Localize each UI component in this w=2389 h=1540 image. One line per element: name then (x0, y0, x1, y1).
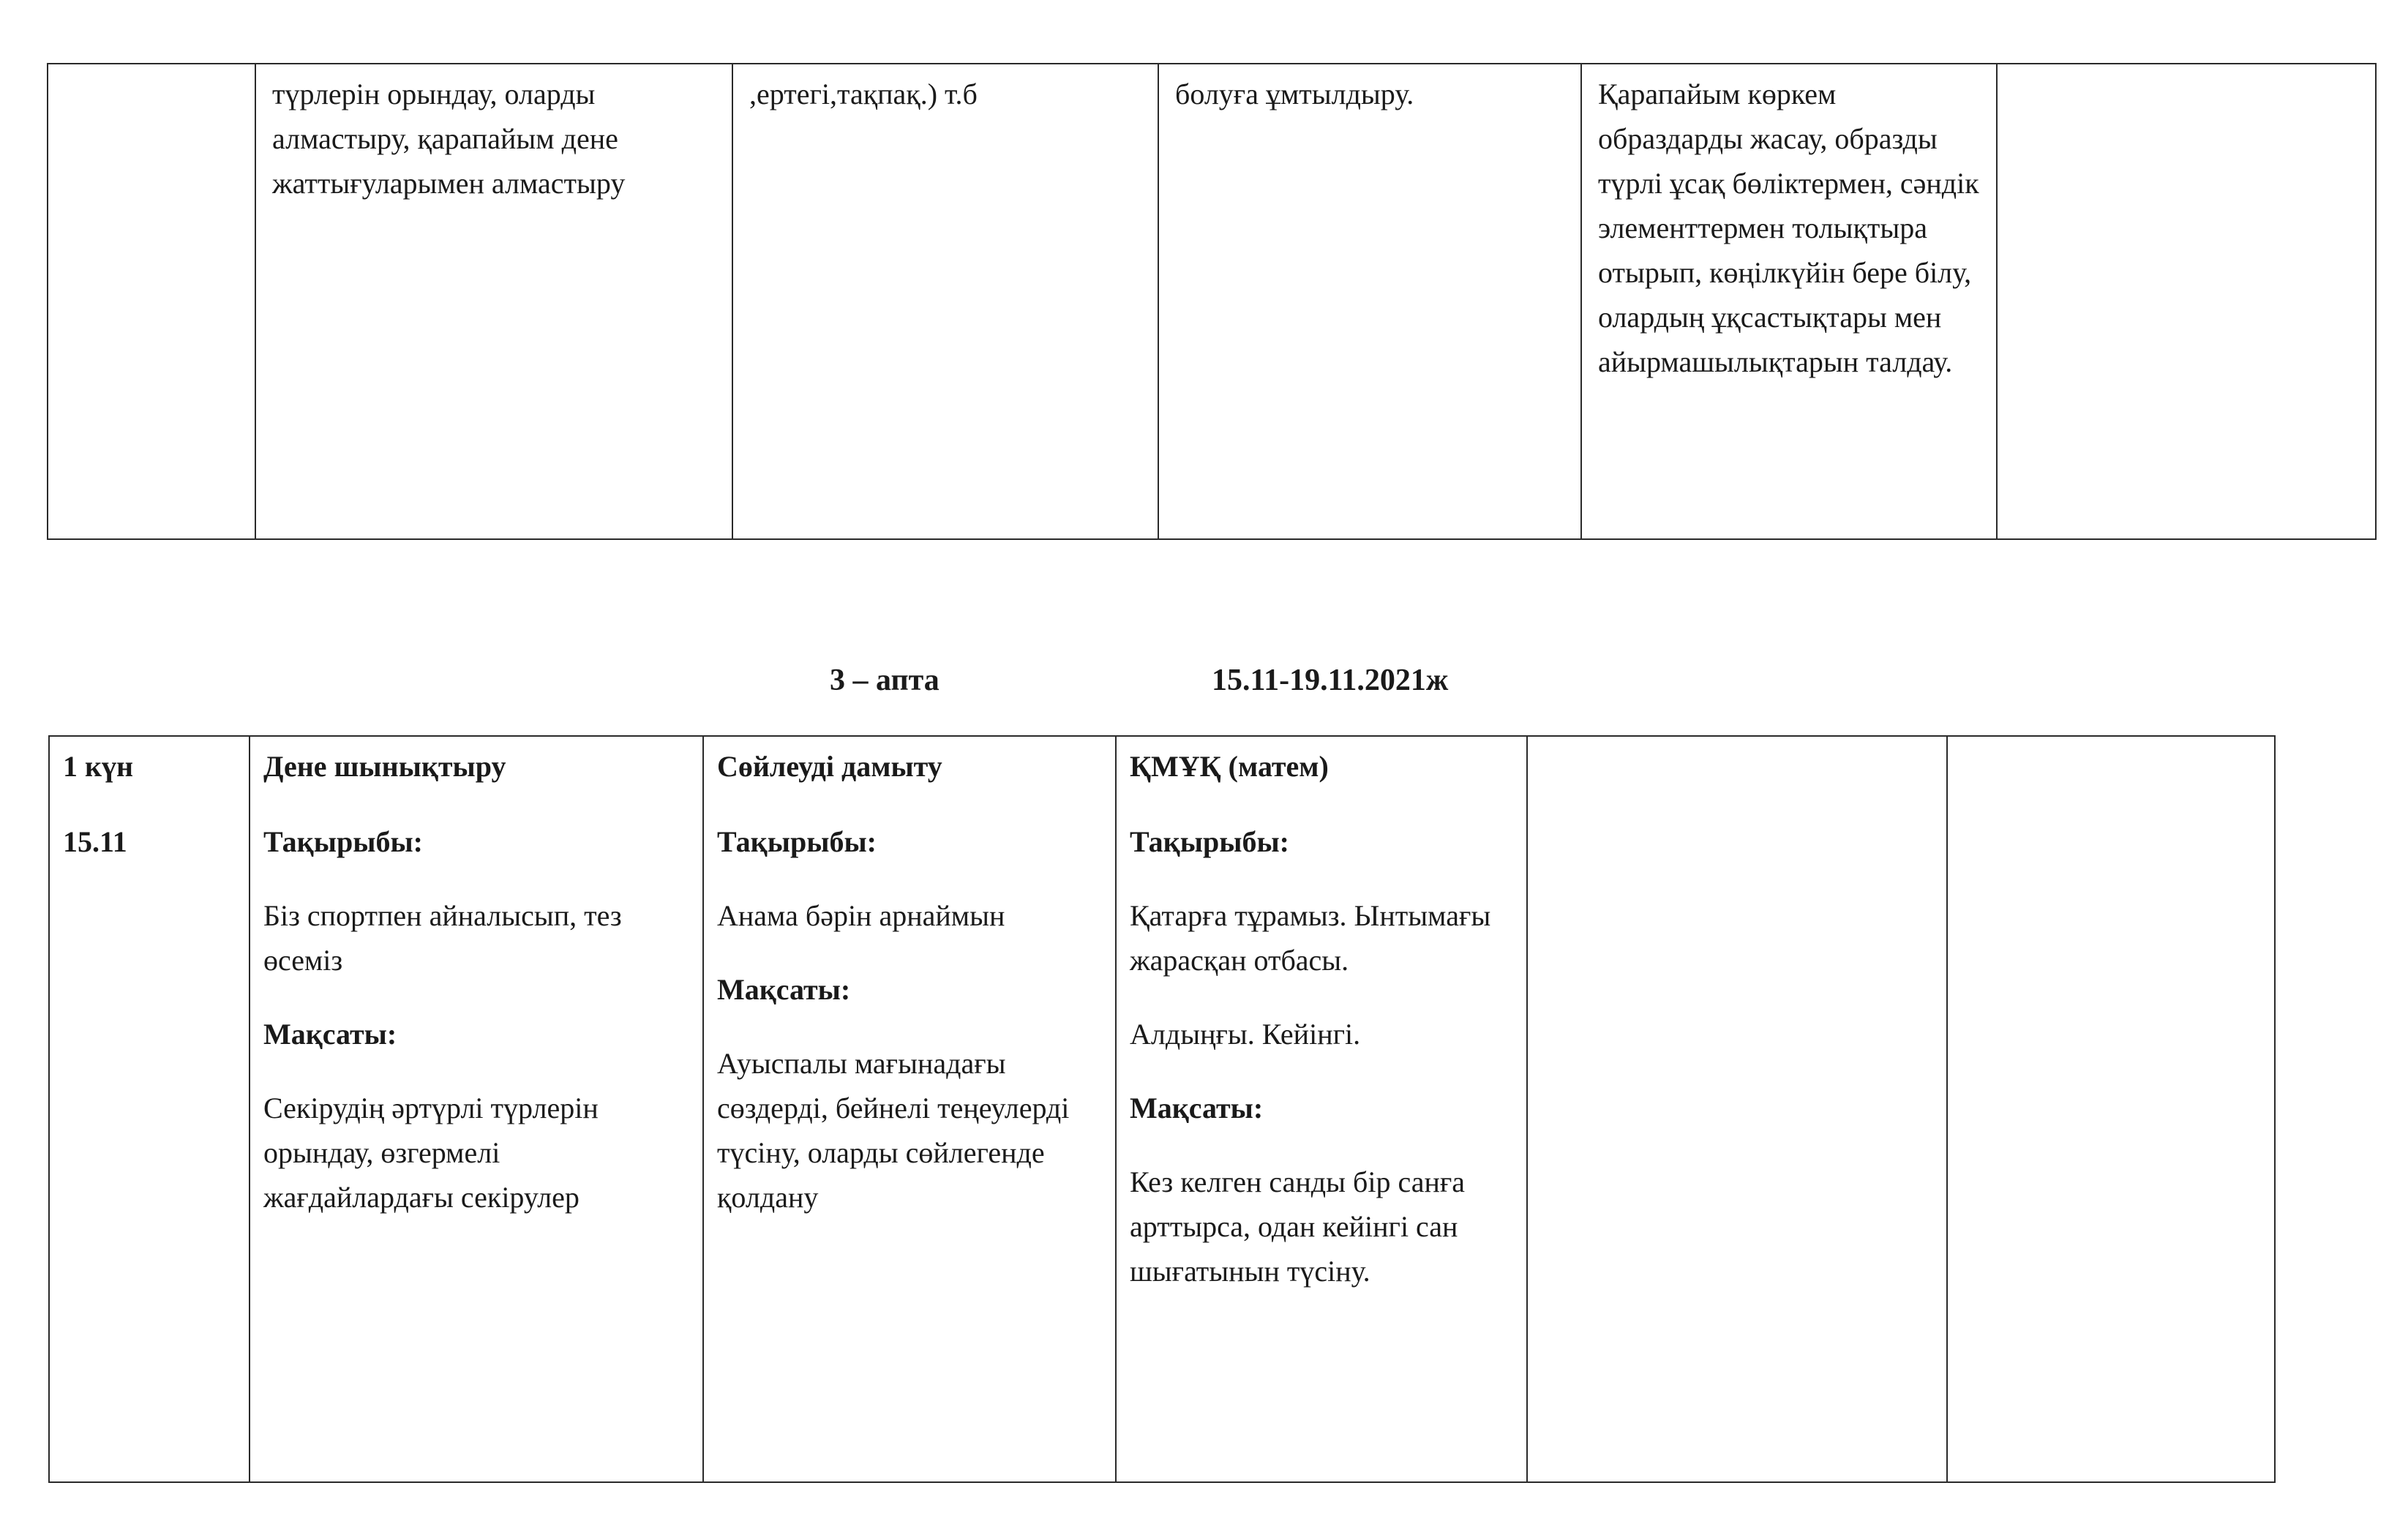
math-cell (1116, 736, 1527, 1482)
top-cell-5 (1581, 64, 1997, 539)
pe-subject: Дене шынықтыру (263, 750, 506, 783)
top-cell-1 (48, 64, 255, 539)
math-subject: ҚМҰҚ (матем) (1130, 750, 1329, 783)
speech-topic-label: Тақырыбы: (717, 825, 877, 858)
day-name: 1 күн (63, 750, 134, 783)
speech-goal: Ауыспалы мағынадағы сөздерді, бейнелі теңеулерді түсіну, оларды сөйлегенде қолдану (717, 1047, 1070, 1214)
top-cell-5-text: Қарапайым көркем образдарды жасау, образды түрлі ұсақ бөліктермен, сәндік элементтермен толықтыра отырып, көңілкүйін бере білу, олардың ұқсастықтары мен айырмашылықтарын талдау. (1598, 78, 1979, 378)
speech-topic: Анама бәрін арнаймын (717, 899, 1005, 932)
top-cell-3-text: ,ертегі,тақпақ.) т.б (749, 78, 978, 110)
pe-topic-label: Тақырыбы: (263, 825, 423, 858)
table-row (48, 64, 2376, 539)
top-cell-4-text: болуға ұмтылдыру. (1175, 78, 1414, 110)
bottom-table (48, 735, 2276, 1483)
pe-goal: Секірудің әртүрлі түрлерін орындау, өзгермелі жағдайлардағы секірулер (263, 1092, 599, 1214)
math-goal: Кез келген санды бір санға арттырса, одан кейінгі сан шығатынын түсіну. (1130, 1165, 1466, 1288)
day-cell (49, 736, 250, 1482)
top-table (47, 63, 2377, 540)
physical-education-cell (250, 736, 703, 1482)
math-topic-label: Тақырыбы: (1130, 825, 1289, 858)
top-cell-6 (1997, 64, 2376, 539)
speech-subject: Сөйлеуді дамыту (717, 750, 942, 783)
math-topic-1: Қатарға тұрамыз. Ынтымағы жарасқан отбасы. (1130, 899, 1491, 977)
top-cell-2-text: түрлерін орындау, оларды алмастыру, қарапайым дене жаттығуларымен алмастыру (272, 78, 626, 200)
week-dates: 15.11-19.11.2021ж (1212, 664, 1449, 697)
empty-cell-6 (1947, 736, 2275, 1482)
pe-goal-label: Мақсаты: (263, 1018, 397, 1051)
pe-topic: Біз спортпен айналысып, тез өсеміз (263, 899, 622, 977)
speech-development-cell (703, 736, 1116, 1482)
day-date: 15.11 (63, 825, 127, 858)
table-row (49, 736, 2275, 1482)
math-goal-label: Мақсаты: (1130, 1092, 1264, 1124)
speech-goal-label: Мақсаты: (717, 973, 851, 1006)
week-label: 3 – апта (830, 664, 940, 697)
math-topic-2: Алдыңғы. Кейінгі. (1130, 1018, 1361, 1051)
empty-cell-5 (1527, 736, 1947, 1482)
top-cell-3 (732, 64, 1158, 539)
top-cell-2 (255, 64, 732, 539)
top-cell-4 (1158, 64, 1581, 539)
